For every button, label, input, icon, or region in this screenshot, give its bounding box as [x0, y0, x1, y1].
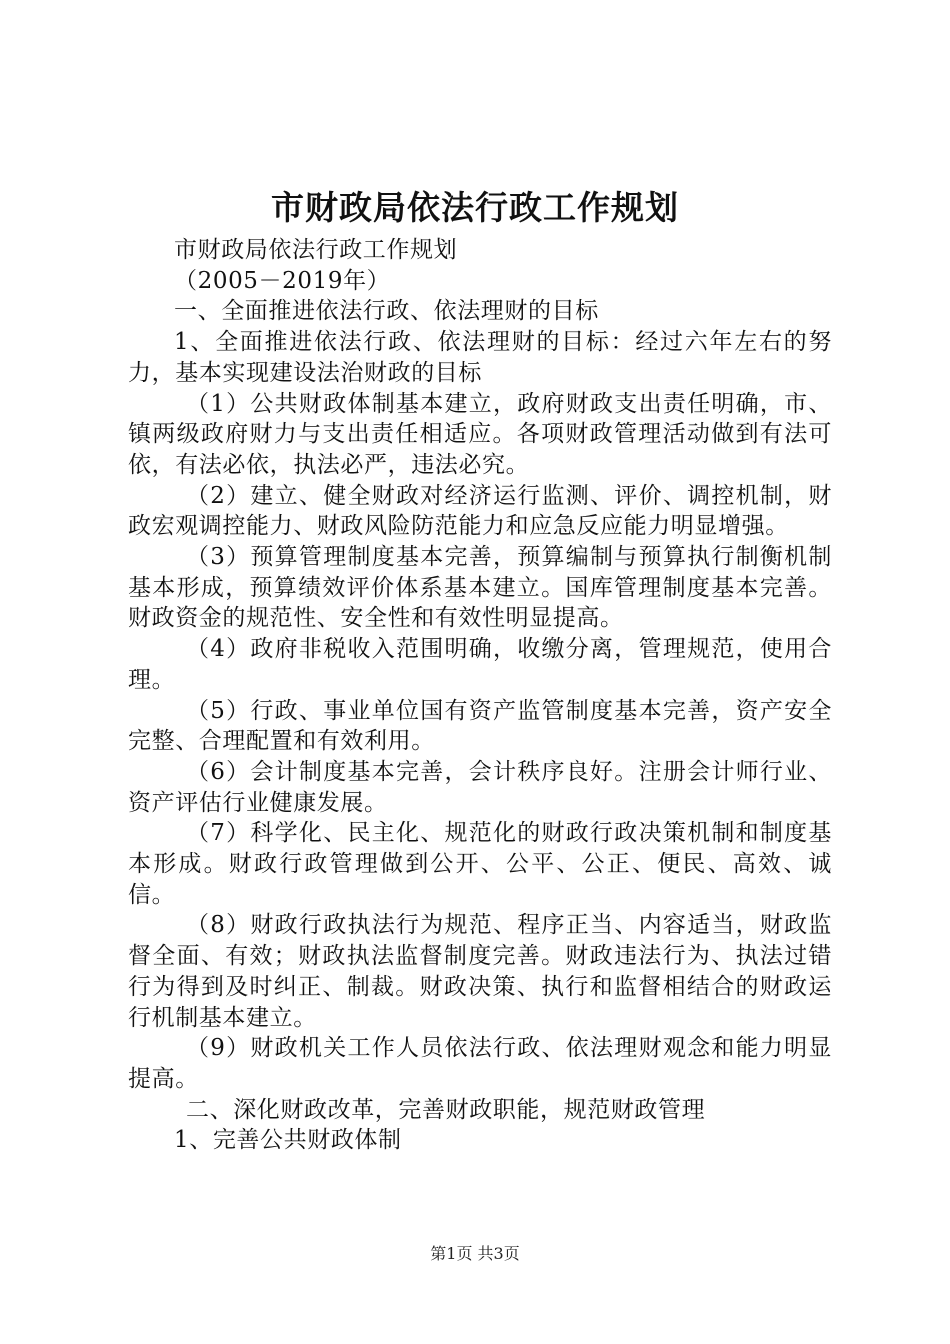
- document-title: 市财政局依法行政工作规划: [271, 188, 679, 227]
- paragraph-section-2-item-1: 1、完善公共财政体制: [174, 1127, 402, 1154]
- paragraph-section-1-heading: 一、全面推进依法行政、依法理财的目标: [174, 298, 599, 325]
- paragraph-goal-3: （3）预算管理制度基本完善，预算编制与预算执行制衡机制基本形成，预算绩效评价体系基本建立。国库管理制度基本完善。财政资金的规范性、安全性和有效性明显提高。: [128, 544, 832, 632]
- paragraph-item-1: 1、全面推进依法行政、依法理财的目标：经过六年左右的努力，基本实现建设法治财政的目标: [128, 329, 832, 386]
- paragraph-subtitle: 市财政局依法行政工作规划: [174, 237, 458, 263]
- paragraph-section-2-heading: 二、深化财政改革，完善财政职能，规范财政管理: [186, 1096, 706, 1123]
- paragraph-goal-6: （6）会计制度基本完善，会计秩序良好。注册会计师行业、资产评估行业健康发展。: [128, 758, 832, 816]
- paragraph-goal-4: （4）政府非税收入范围明确，收缴分离，管理规范，使用合理。: [128, 636, 832, 693]
- paragraph-date-range: （2005－2019年）: [174, 267, 391, 294]
- paragraph-goal-7: （7）科学化、民主化、规范化的财政行政决策机制和制度基本形成。财政行政管理做到公开、公平、公正、便民、高效、诚信。: [128, 820, 832, 908]
- paragraph-goal-1: （1）公共财政体制基本建立，政府财政支出责任明确，市、镇两级政府财力与支出责任相适应。各项财政管理活动做到有法可依，有法必依，执法必严，违法必究。: [128, 390, 832, 478]
- paragraph-goal-9: （9）财政机关工作人员依法行政、依法理财观念和能力明显提高。: [128, 1035, 832, 1092]
- page-footer: 第1页 共3页: [430, 1244, 520, 1263]
- paragraph-goal-5: （5）行政、事业单位国有资产监管制度基本完善，资产安全完整、合理配置和有效利用。: [128, 697, 832, 755]
- document-body: [128, 235, 832, 1156]
- paragraph-goal-8: （8）财政行政执法行为规范、程序正当、内容适当，财政监督全面、有效；财政执法监督制度完善。财政违法行为、执法过错行为得到及时纠正、制裁。财政决策、执行和监督相结合的财政运行机制基本建立。: [128, 912, 832, 1031]
- paragraph-goal-2: （2）建立、健全财政对经济运行监测、评价、调控机制，财政宏观调控能力、财政风险防范能力和应急反应能力明显增强。: [128, 482, 832, 540]
